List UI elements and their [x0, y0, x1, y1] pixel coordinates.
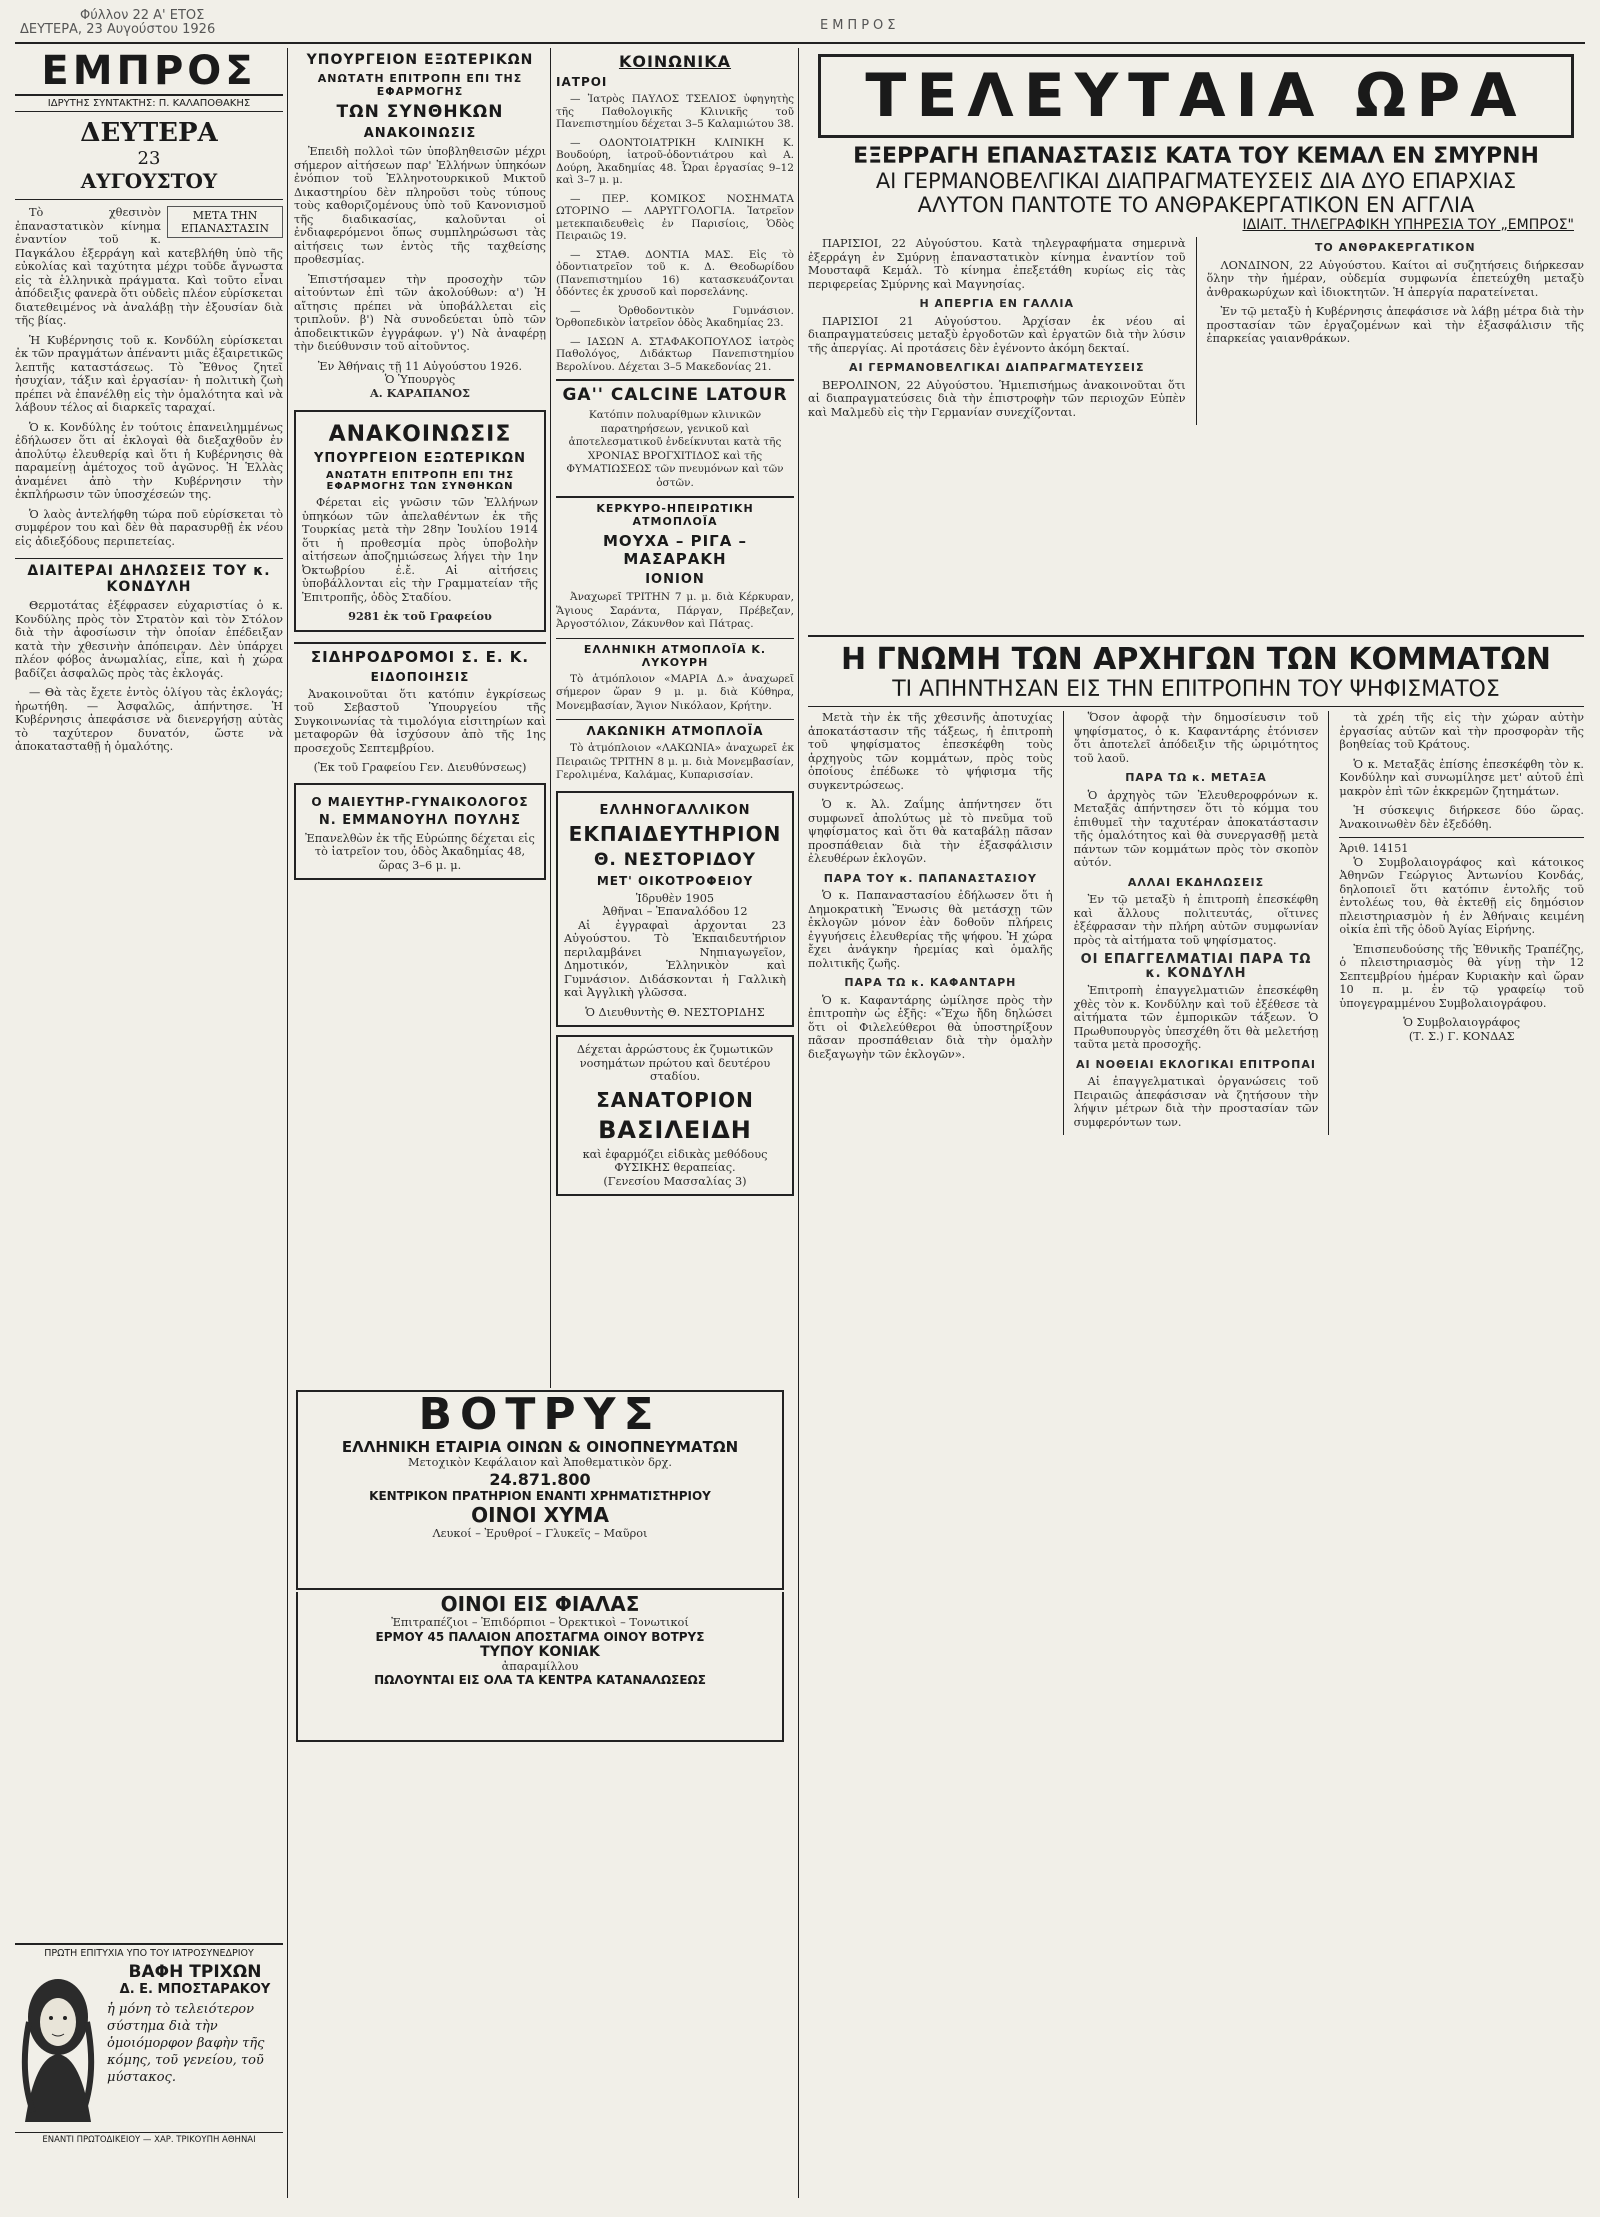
railway-heading: ΣΙΔΗΡΟΔΡΟΜΟΙ Σ. Ε. Κ. — [310, 647, 530, 666]
paragraph: Ὁ λαὸς ἀντελήφθη τώρα ποῦ εὑρίσκεται τὸ συμφέρον του καὶ δὲν θὰ παρασυρθῇ ἐκ νέου εἰς ἀδιεξόδους περιπετείας. — [15, 507, 283, 548]
papanastasiou-sub: ΠΑΡΑ ΤΟΥ κ. ΠΑΠΑΝΑΣΤΑΣΙΟΥ — [823, 871, 1037, 885]
railway-sub: ΕΙΔΟΠΟΙΗΣΙΣ — [370, 669, 470, 684]
botrys-capital: Μετοχικὸν Κεφάλαιον καὶ Ἀποθεματικὸν δρχ. — [408, 1456, 672, 1469]
botrys-anise: ἀπαραμίλλου — [501, 1659, 579, 1673]
paragraph: Ὁ κ. Μεταξᾶς ἐπίσης ἐπεσκέφθη τὸν κ. Κονδύλην καὶ συνωμίλησε μετ' αὐτοῦ ἐπὶ μακρὸν ἐπὶ τῶν ἐκκρεμῶν ζητημάτων. — [1339, 757, 1584, 798]
column-rule — [287, 48, 288, 2198]
woman-portrait-illustration — [15, 1962, 101, 2132]
botrys-title: ΒΟΤΡΥΣ — [418, 1389, 662, 1440]
column-rule — [1063, 711, 1064, 1135]
paragraph: Μετὰ τὴν ἐκ τῆς χθεσινῆς ἀποτυχίας ἀποκατάστασιν τῆς τάξεως, ἡ ἐπιτροπὴ τοῦ ψηφίσματος ἐπεσκέφθη τοὺς ἀρχηγοὺς τῶν κομμάτων, πρὸς τοὺς ὁποίους ἐπέδωκε τὸ ψήφισμα τῆς συγκεντρώσεως. — [808, 711, 1053, 792]
statements-body — [15, 599, 283, 754]
botrys-sub: ΕΛΛΗΝΙΚΗ ΕΤΑΙΡΙΑ ΟΙΝΩΝ & ΟΙΝΟΠΝΕΥΜΑΤΩΝ — [341, 1438, 739, 1456]
notary-title: Ὁ Συμβολαιογράφος — [1403, 1016, 1521, 1029]
opinion-section — [808, 642, 1584, 2202]
ministry-sub1: ΑΝΩΤΑΤΗ ΕΠΙΤΡΟΠΗ ΕΠΙ ΤΗΣ ΕΦΑΡΜΟΓΗΣ — [317, 72, 523, 98]
paragraph: ΛΟΝΔΙΝΟΝ, 22 Αὐγούστου. Καίτοι αἱ συζητήσεις διήρκεσαν ὅλην τὴν ἡμέραν, οὐδεμία συμφωνία ἐπετεύχθη μεταξὺ ἀνθρακωρύχων καὶ ἰδιοκτητῶν. Ἡ ἀπεργία παρατείνεται. — [1206, 258, 1584, 299]
paragraph: Ἀνακοινοῦται ὅτι κατόπιν ἐγκρίσεως τοῦ Σεβαστοῦ Ὑπουργείου τῆς Συγκοινωνίας τὰ τιμολόγια εἰσιτηρίων καὶ μεταφορῶν θὰ ἰσχύσουν ἀπὸ τῆς 1ης προσεχοῦς Σεπτεμβρίου. — [294, 687, 546, 755]
german-belgian-headline: ΑΙ ΓΕΡΜΑΝΟΒΕΛΓΙΚΑΙ ΔΙΑΠΡΑΓΜΑΤΕΥΣΕΙΣ ΔΙΑ ΔΥΟ ΕΠΑΡΧΙΑΣ — [875, 169, 1517, 193]
paragraph: Αἱ ἐγγραφαὶ ἀρχονται 23 Αὐγούστου. Τὸ Ἐκπαιδευτήριον περιλαμβάνει Νηπιαγωγεῖον, Δημοτικόν, Ἑλληνικὸν καὶ Γυμνάσιον. Διδάσκονται ἡ Γαλλικὴ καὶ Ἀγγλικὴ γλῶσσα. — [564, 918, 786, 999]
second-column — [294, 48, 546, 1388]
ad-product: ΒΑΦΗ ΤΡΙΧΩΝ — [128, 1962, 262, 1982]
paragraph: Ὁ κ. Ἀλ. Ζαΐμης ἀπήντησεν ὅτι συμφωνεῖ ἀπολύτως μὲ τὸ πνεῦμα τοῦ ψηφίσματος καὶ ὅτι θὰ καταβάλῃ πᾶσαν προσπάθειαν διὰ τὴν ἐξασφάλισιν ἐλευθέρων ἐκλογῶν. — [808, 798, 1053, 865]
paragraph: ΠΑΡΙΣΙΟΙ 21 Αὐγούστου. Ἀρχίσαν ἐκ νέου αἱ διαπραγματεύσεις μεταξὺ ἐργοδοτῶν καὶ ἐργατῶν διὰ τὴν λύσιν τῆς ἀπεργίας. Αἱ προτάσεις δὲν ἐγένοντο ἀκόμη δεκταί. — [808, 314, 1186, 355]
railway-sign: (Ἐκ τοῦ Γραφείου Γεν. Διευθύνσεως) — [313, 761, 527, 774]
signature-date: Ἐν Ἀθήναις τῇ 11 Αὐγούστου 1926. — [317, 359, 523, 373]
last-hour-kicker: ΤΕΛΕΥΤΑΙΑ ΩΡΑ — [865, 61, 1527, 131]
column-rule — [798, 48, 799, 2198]
school-sub: ΜΕΤ' ΟΙΚΟΤΡΟΦΕΙΟΥ — [596, 873, 754, 888]
column-rule — [550, 48, 551, 1388]
founder-line: ΙΔΡΥΤΗΣ ΣΥΝΤΑΚΤΗΣ: Π. ΚΑΛΑΠΟΘΑΚΗΣ — [15, 94, 283, 112]
strike-sub: Η ΑΠΕΡΓΙΑ ΕΝ ΓΑΛΛΙΑ — [919, 297, 1074, 310]
divider — [556, 638, 794, 639]
paragraph: Τὸ χθεσινὸν ἐπαναστατικὸν κίνημα ἐναντίον τοῦ κ. Παγκάλου ἐξερράγη καὶ κατεβλήθη ὑπὸ τῆς εὐκολίας καὶ ταχύτητα μέχρι τοῦδε ἄγνωστα εἰς τὰ ἑλληνικὰ πράγματα. Καὶ τοῦτο εἶναι ἀπόδειξις φανερὰ ὅτι οὐδεὶς πλέον εὑρίσκεται διατεθειμένος νὰ ἀναλάβῃ τὴν ἐξουσίαν διὰ τῆς βίας. — [15, 206, 283, 327]
ad-title: ΠΡΩΤΗ ΕΠΙΤΥΧΙΑ ΥΠΟ ΤΟΥ ΙΑΤΡΟΣΥΝΕΔΡΙΟΥ — [44, 1948, 254, 1959]
doc-body: Ἐπανελθὼν ἐκ τῆς Εὐρώπης δέχεται εἰς τὸ ἰατρεῖον του, ὁδὸς Ἀκαδημίας 48, ὥρας 3–6 μ. μ. — [305, 831, 535, 872]
divider — [1339, 837, 1584, 838]
paragraph: Ὁ ἀρχηγὸς τῶν Ἐλευθεροφρόνων κ. Μεταξᾶς ἀπήντησεν ὅτι τὸ κόμμα του ἐπιθυμεῖ τὴν ταχυτέραν ἀποκατάστασιν τῆς ὁμαλότητος καὶ θὰ συνεργασθῇ μετὰ πάντων τῶν κομμάτων πρὸς τὸν σκοπὸν αὐτόν. — [1073, 788, 1319, 869]
botrys-store: ΚΕΝΤΡΙΚΟΝ ΠΡΑΤΗΡΙΟΝ ΕΝΑΝΤΙ ΧΡΗΜΑΤΙΣΤΗΡΙΟΥ — [369, 1488, 711, 1503]
paragraph: — Θὰ τὰς ἔχετε ἐντὸς ὀλίγου τὰς ἐκλογάς; ἠρωτήθη. — Ἀσφαλῶς, ἀπήντησε. Ἡ Κυβέρνησις ἀπεφάσισε νὰ διενεργήσῃ αὐτὰς τὸ ταχύτερον δυνατόν, ὥστε νὰ ἀποκατασταθῇ ἡ ὁμαλότης. — [15, 686, 283, 753]
divider — [294, 642, 546, 644]
paragraph: — ΙΑΣΩΝ Α. ΣΤΑΦΑΚΟΠΟΥΛΟΣ ἰατρὸς Παθολόγος, Διδάκτωρ Πανεπιστημίου Βερολίνου. Δέχεται 3–5 Μακεδονίας 21. — [556, 335, 794, 373]
sanatorium-top: Δέχεται ἀρρώστους ἐκ ζυμωτικῶν νοσημάτων πρώτου καὶ δευτέρου σταδίου. — [576, 1043, 774, 1083]
announcement-heading: ΑΝΑΚΟΙΝΩΣΙΣ — [363, 126, 477, 141]
paragraph: Ἐν τῷ μεταξὺ ἡ Κυβέρνησις ἀπεφάσισε νὰ λάβῃ μέτρα διὰ τὴν προστασίαν τῶν ἐργαζομένων καὶ τὴν ἐξασφάλισιν τῆς ἐπαρκείας γαιανθράκων. — [1206, 305, 1584, 345]
school-address: Ἀθῆναι – Ἐπαναλόδου 12 — [602, 905, 748, 918]
opinion-headline: Η ΓΝΩΜΗ ΤΩΝ ΑΡΧΗΓΩΝ ΤΩΝ ΚΟΜΜΑΤΩΝ — [840, 642, 1552, 677]
paragraph: Ὁ κ. Κονδύλης ἐν τούτοις ἐπανειλημμένως ἐδήλωσεν ὅτι αἱ ἐκλογαὶ θὰ διεξαχθοῦν ἐν ἀπολύτῳ ἐλευθερίᾳ καὶ ὅτι ἡ Κυβέρνησις θὰ παραμείνῃ ἀμέτοχος τοῦ ἀγῶνος. Ἡ Ἑλλὰς ἀναμένει ἀπὸ τὴν Κυβέρνησιν τὴν ἐκπλήρωσιν τῶν ὑποσχέσεών της. — [15, 420, 283, 501]
masthead: ΕΜΠΡΟΣ — [41, 48, 257, 94]
paragraph: Ὅσον ἀφορᾷ τὴν δημοσίευσιν τοῦ ψηφίσματος, ὁ κ. Καφαντάρης ἐτόνισεν ὅτι ἀποτελεῖ ἀπόδειξιν τῆς ὡριμότητος τοῦ λαοῦ. — [1073, 711, 1319, 765]
box-heading: ΑΝΑΚΟΙΝΩΣΙΣ — [328, 422, 512, 447]
header-rule — [15, 42, 1585, 44]
divider — [808, 706, 1584, 707]
opinion-col-2 — [1074, 711, 1319, 1135]
botrys-ad — [296, 1390, 784, 1590]
box-footer: 9281 ἐκ τοῦ Γραφείου — [348, 609, 492, 623]
signature-title: Ὁ Ὑπουργὸς — [384, 373, 456, 386]
paragraph: — ΟΔΟΝΤΟΙΑΤΡΙΚΗ ΚΛΙΝΙΚΗ Κ. Βουδούρη, ἰατροῦ-ὀδοντιάτρου καὶ Α. Δούρη, Ἀκαδημίας 48. Ὧραι ἐργασίας 9–12 καὶ 3–7 μ. μ. — [556, 136, 794, 186]
paragraph: Ἐν τῷ μεταξὺ ἡ ἐπιτροπὴ ἐπεσκέφθη καὶ ἄλλους πολιτευτάς, οἵτινες ἐξέφρασαν τὴν πλήρη αὐτῶν συμφωνίαν πρὸς τὰ αἰτήματα τοῦ ψηφίσματος. — [1073, 893, 1319, 947]
opinion-subheadline: ΤΙ ΑΠΗΝΤΗΣΑΝ ΕΙΣ ΤΗΝ ΕΠΙΤΡΟΠΗΝ ΤΟΥ ΨΗΦΙΣΜΑΤΟΣ — [892, 677, 1500, 702]
metaxas-sub: ΠΑΡΑ ΤΩ κ. ΜΕΤΑΞΑ — [1125, 771, 1267, 784]
laconic-heading: ΛΑΚΩΝΙΚΗ ΑΤΜΟΠΛΟΪΑ — [586, 724, 764, 738]
issue-number: Φύλλον 22 Α' ΕΤΟΣ — [80, 8, 205, 23]
calcine-heading: GA'' CALCINE LATOUR — [562, 385, 788, 405]
shipping-heading: ΚΕΡΚΥΡΟ-ΗΠΕΙΡΩΤΙΚΗ ΑΤΜΟΠΛΟΪΑ — [596, 502, 754, 528]
paragraph: Ὁ κ. Παπαναστασίου ἐδήλωσεν ὅτι ἡ Δημοκρατικὴ Ἕνωσις θὰ μετάσχῃ τῶν ἐκλογῶν μόνον ἐὰν δοθοῦν πλήρεις ἐγγυήσεις ἐλευθερίας τῆς ψήφου. Ἡ χώρα ἔχει ἀνάγκην ἠρεμίας καὶ ὁμαλῆς πολιτικῆς ζωῆς. — [808, 889, 1053, 970]
divider — [15, 558, 283, 559]
paragraph: Ἐπιτροπὴ ἐπαγγελματιῶν ἐπεσκέφθη χθὲς τὸν κ. Κονδύλην καὶ τοῦ ἐξέθεσε τὰ αἰτήματα τῶν ἐμπορικῶν τάξεων. Ὁ Πρωθυπουργὸς ὑπεσχέθη ὅτι θὰ μελετήσῃ ταῦτα μετὰ προσοχῆς. — [1073, 984, 1319, 1051]
paragraph: Ἐπειδὴ πολλοὶ τῶν ὑποβληθεισῶν μέχρι σήμερον αἰτήσεων παρ' Ἑλλήνων ὑπηκόων ἐνόπιον τοῦ Ἑλληνοτουρκικοῦ Μικτοῦ Δικαστηρίου δὲν πληροῦσι τοὺς τύπους τοὺς καθοριζομένους ὑπὸ τοῦ Κανονισμοῦ τῆς διαδικασίας, καλοῦνται οἱ ἐνδιαφερόμενοι ὅπως συμπληρώσωσι τὰς αἰτήσεις των ἐντὸς τῆς ταχθείσης προθεσμίας. — [294, 145, 546, 266]
opinion-col-3 — [1339, 711, 1584, 1135]
section-rule — [808, 635, 1584, 637]
school-ad — [556, 791, 794, 1028]
paragraph: — ΠΕΡ. ΚΟΜΙΚΟΣ ΝΟΣΗΜΑΤΑ ΩΤΟΡΙΝΟ — ΛΑΡΥΓΓΟΛΟΓΙΑ. Ἰατρεῖον μετεκπαιδευθεὶς ἐν Παρισίοις, Ὁδὸς Πειραιῶς 19. — [556, 192, 794, 242]
negotiation-sub: ΑΙ ΓΕΡΜΑΝΟΒΕΛΓΙΚΑΙ ΔΙΑΠΡΑΓΜΑΤΕΥΣΕΙΣ — [849, 361, 1145, 374]
paragraph: ΠΑΡΙΣΙΟΙ, 22 Αὐγούστου. Κατὰ τηλεγραφήματα σημερινὰ ἐξερράγη ἐν Σμύρνῃ ἐπαναστατικὸν κίνημα ἐναντίον τοῦ Μουσταφᾶ Κεμάλ. Τὸ κίνημα ἐπεξετάθη κυρίως εἰς τὰς περιφερείας Σμύρνης καὶ Μαγνησίας. — [808, 237, 1186, 291]
last-hour-box — [818, 54, 1574, 138]
month-name: ΑΥΓΟΥΣΤΟΥ — [80, 169, 218, 193]
divider — [556, 719, 794, 720]
school-sign: Ὁ Διευθυντὴς Θ. ΝΕΣΤΟΡΙΔΗΣ — [585, 1005, 765, 1019]
paragraph: ΒΕΡΟΛΙΝΟΝ, 22 Αὐγούστου. Ἡμιεπισήμως ἀνακοινοῦται ὅτι αἱ διαπραγματεύσεις διὰ τὴν ἐπιστροφὴν τῶν περιοχῶν Εὐπὲν καὶ Μαλμεδὺ εἰς τὴν Γερμανίαν συνεχίζονται. — [808, 378, 1186, 419]
ad-footer: ΕΝΑΝΤΙ ΠΡΩΤΟΔΙΚΕΙΟΥ — ΧΑΡ. ΤΡΙΚΟΥΠΗ ΑΘΗΝΑΙ — [15, 2132, 283, 2145]
divider — [556, 379, 794, 381]
ministry-sub2: ΤΩΝ ΣΥΝΘΗΚΩΝ — [336, 102, 504, 122]
column-rule — [1196, 237, 1197, 425]
paragraph: — ΣΤΑΘ. ΔΟΝΤΙΑ ΜΑΣ. Εἰς τὸ ὀδοντιατρεῖον τοῦ κ. Δ. Θεοδωρίδου (Πανεπιστημίου 16) κατασκευάζονται ὀδόντες ἐκ χρυσοῦ καὶ πορσελάνης. — [556, 248, 794, 298]
divider — [556, 496, 794, 498]
coal-headline: ΑΛΥΤΟΝ ΠΑΝΤΟΤΕ ΤΟ ΑΝΘΡΑΚΕΡΓΑΤΙΚΟΝ ΕΝ ΑΓΓΛΙΑ — [917, 193, 1475, 217]
doc-name: Ν. ΕΜΜΑΝΟΥΗΛ ΠΟΥΛΗΣ — [318, 812, 522, 828]
doc-heading: Ο ΜΑΙΕΥΤΗΡ-ΓΥΝΑΙΚΟΛΟΓΟΣ — [311, 794, 529, 809]
header-paper-name: ΕΜΠΡΟΣ — [820, 18, 900, 33]
professionals-sub: ΟΙ ΕΠΑΓΓΕΛΜΑΤΙΑΙ ΠΑΡΑ ΤΩ κ. ΚΟΝΔΥΛΗ — [1080, 952, 1312, 981]
botrys-colors: Λευκοί – Ἐρυθροί – Γλυκεῖς – Μαῦροι — [432, 1526, 648, 1540]
paragraph: Ἐπιστήσαμεν τὴν προσοχὴν τῶν αἰτούντων ἐπὶ τῶν ἀκολούθων: α') Ἡ αἴτησις πρέπει νὰ ὑποβάλλεται εἰς τριπλοῦν. β') Νὰ συνοδεύεται ὑπὸ τῶν ἀποδεικτικῶν ἐγγράφων. γ') Νὰ ἀναφέρῃ τὴν διεύθυνσιν τοῦ αἰτοῦντος. — [294, 272, 546, 353]
box-sub1: ΥΠΟΥΡΓΕΙΟΝ ΕΞΩΤΕΡΙΚΩΝ — [313, 451, 526, 466]
notary-name: (Τ. Σ.) Γ. ΚΟΝΔΑΣ — [1408, 1029, 1515, 1043]
paragraph: Φέρεται εἰς γνῶσιν τῶν Ἑλλήνων ὑπηκόων τῶν ἀπελαθέντων ἐκ τῆς Τουρκίας μετὰ τὴν 28ην Ἰουλίου 1914 ὅτι ἡ προθεσμία πρὸς ὑποβολὴν αἰτήσεων ἀποζημιώσεως λήγει τὴν 1ην Ὀκτωβρίου ἐ.ἔ. Αἱ αἰτήσεις ὑποβάλλονται εἰς τὴν Γραμματείαν τῆς Ἐπιτροπῆς, ὁδὸς Σταδίου. — [302, 496, 538, 604]
botrys-capital-value: 24.871.800 — [489, 1469, 591, 1489]
botrys-wines: ΟΙΝΟΙ ΧΥΜΑ — [471, 1502, 609, 1527]
paragraph: Αἱ ἐπαγγελματικαὶ ὀργανώσεις τοῦ Πειραιῶς ἀπεφάσισαν νὰ ζητήσουν τὴν λήψιν μέτρων διὰ τὴν προστασίαν τῶν συμφερόντων των. — [1073, 1075, 1319, 1129]
paragraph: — Ὀρθοδοντικὸν Γυμνάσιον. Ὀρθοπεδικὸν ἰατρεῖον ὁδὸς Ἀκαδημίας 23. — [556, 304, 794, 329]
third-column — [556, 48, 794, 2198]
paragraph: Ἡ σύσκεψις διήρκεσε δύο ὥρας. Ἀνακοινωθὲν δὲν ἐξεδόθη. — [1339, 804, 1584, 831]
school-title: ΕΚΠΑΙΔΕΥΤΗΡΙΟΝ — [568, 821, 782, 846]
paragraph: — Ἰατρὸς ΠΑΥΛΟΣ ΤΣΕΛΙΟΣ ὑφηγητὴς τῆς Παθολογικῆς Κλινικῆς τοῦ Πανεπιστημίου δέχεται 3–5 Καλαμιώτου 38. — [556, 93, 794, 130]
paragraph: Ἡ Κυβέρνησις τοῦ κ. Κονδύλη εὑρίσκεται ἐκ τῶν πραγμάτων ἀπέναντι μιᾶς ἐξαιρετικῶς λεπτῆς καταστάσεως. Τὸ Ἔθνος ζητεῖ ἡσυχίαν, τάξιν καὶ ἐργασίαν· ἡ πολιτικὴ ζωὴ πρέπει νὰ ἐπανέλθῃ εἰς τὴν ὁμαλότητα καὶ νὰ λάβουν τέλος αἱ διαρκεῖς ταραχαί. — [15, 333, 283, 414]
statements-heading: ΔΙΑΙΤΕΡΑΙ ΔΗΛΩΣΕΙΣ ΤΟΥ κ. ΚΟΝΔΥΛΗ — [27, 563, 271, 595]
school-name: Θ. ΝΕΣΤΟΡΙΔΟΥ — [593, 849, 757, 870]
sanatorium-head: ΣΑΝΑΤΟΡΙΟΝ — [596, 1087, 754, 1112]
hair-dye-ad — [15, 1943, 283, 2200]
sanatorium-foot: (Γενεσίου Μασσαλίας 3) — [603, 1174, 747, 1188]
smyrna-headline: ΕΞΕΡΡΑΓΗ ΕΠΑΝΑΣΤΑΣΙΣ ΚΑΤΑ ΤΟΥ ΚΕΜΑΛ ΕΝ ΣΜΥΡΝΗ — [853, 144, 1539, 169]
school-year: Ἱδρυθὲν 1905 — [635, 891, 715, 905]
paragraph: τὰ χρέη τῆς εἰς τὴν χώραν αὐτὴν ἐργασίας αὐτῶν καὶ τὴν προσφορὰν τῆς βοηθείας τοῦ Κράτους. — [1339, 711, 1584, 751]
social-heading: ΚΟΙΝΩΝΙΚΑ — [618, 52, 732, 71]
botrys-sold: ΠΩΛΟΥΝΤΑΙ ΕΙΣ ΟΛΑ ΤΑ ΚΕΝΤΡΑ ΚΑΤΑΝΑΛΩΣΕΩΣ — [374, 1673, 706, 1687]
botrys-types: Ἐπιτραπέζιοι – Ἐπιδόρπιοι – Ὀρεκτικοὶ – Τονωτικοί — [391, 1616, 689, 1629]
issue-date: ΔΕΥΤΕΡΑ, 23 Αυγούστου 1926 — [20, 22, 216, 37]
opinion-col-1 — [808, 711, 1053, 1135]
editorial-body — [15, 206, 283, 548]
other-statements-sub: ΑΛΛΑΙ ΕΚΔΗΛΩΣΕΙΣ — [1127, 875, 1265, 889]
day-name: ΔΕΥΤΕΡΑ — [80, 118, 218, 148]
telegraph-service: ΙΔΙΑΙΤ. ΤΗΛΕΓΡΑΦΙΚΗ ΥΠΗΡΕΣΙΑ ΤΟΥ „ΕΜΠΡΟΣ" — [1242, 217, 1574, 233]
botrys-address: ΕΡΜΟΥ 45 ΠΑΛΑΙΟΝ ΑΠΟΣΤΑΓΜΑ ΟΙΝΟΥ ΒΟΤΡΥΣ — [375, 1629, 705, 1644]
paragraph: Τὸ ἀτμόπλοιον «ΛΑΚΩΝΙΑ» ἀναχωρεῖ ἐκ Πειραιῶς ΤΡΙΤΗΝ 8 μ. μ. διὰ Μονεμβασίαν, Γερολιμένα, Καλάμας, Κυπαρισσίαν. — [556, 742, 794, 781]
paragraph: Ἐπισπευδούσης τῆς Ἐθνικῆς Τραπέζης, ὁ πλειστηριασμὸς θὰ γίνῃ τὴν 12 Σεπτεμβρίου ἡμέραν Κυριακὴν καὶ ὥραν 10 π. μ. ἐν τῷ γραφείῳ τοῦ ὑπογεγραμμένου Συμβολαιογράφου. — [1339, 942, 1584, 1010]
paragraph: Τὸ ἀτμόπλοιον «ΜΑΡΙΑ Δ.» ἀναχωρεῖ σήμερον ὥραν 9 μ. μ. διὰ Κύθηρα, Μονεμβασίαν, Ἄγιον Νικόλαον, Κρήτην. — [556, 672, 794, 712]
botrys-bottles: ΟΙΝΟΙ ΕΙΣ ΦΙΑΛΑΣ — [440, 1592, 640, 1616]
column-rule — [1328, 711, 1329, 1135]
paragraph: Θερμοτάτας ἐξέφρασεν εὐχαριστίας ὁ κ. Κονδύλης πρὸς τὸν Στρατὸν καὶ τὸν Στόλον διὰ τὴν ἀφοσίωσιν τὴν ὁποίαν ἐπέδειξαν κατὰ τὴν χθεσινὴν ἀπόπειραν. Δὲν ὑπάρχει πλέον φόβος ἀνωμαλίας, εἶπε, καὶ ἡ χώρα βαδίζει ἀσφαλῶς πρὸς τὰς ἐκλογάς. — [15, 599, 283, 680]
announcement-box — [294, 410, 546, 632]
ad-text: ἡ μόνη τὸ τελειότερον σύστημα διὰ τὴν ὁμοιόμορφον βαφὴν τῆς κόμης, τοῦ γενείου, τοῦ μύστακος. — [107, 2002, 265, 2085]
ad-maker: Δ. Ε. ΜΠΟΣΤΑΡΑΚΟΥ — [119, 1982, 271, 1997]
notice-number: Ἀριθ. 14151 — [1339, 842, 1409, 855]
committees-sub: ΑΙ ΝΟΘΕΙΑΙ ΕΚΛΟΓΙΚΑΙ ΕΠΙΤΡΟΠΑΙ — [1076, 1057, 1316, 1071]
paragraph: Ὁ κ. Καφαντάρης ὡμίλησε πρὸς τὴν ἐπιτροπὴν ὡς ἑξῆς: «Ἔχω ἤδη δηλώσει ὅτι οἱ Φιλελεύθεροι θὰ ὑποστηρίξουν πᾶσαν προσπάθειαν διὰ τὴν ὁμαλὴν διεξαγωγὴν τῶν ἐκλογῶν». — [808, 993, 1053, 1061]
left-column — [15, 48, 283, 2208]
paragraph: Ὁ Συμβολαιογράφος καὶ κάτοικος Ἀθηνῶν Γεώργιος Ἀντωνίου Κονδάς, δηλοποιεῖ ὅτι κατόπιν ἐντολῆς τοῦ ἐντολέως του, θὰ ἐκτεθῇ εἰς δημόσιον πλειστηριασμὸν ἡ ἐν Ἀθήναις κειμένη οἰκία ἐπὶ τῆς ὁδοῦ Ἀγίας Εἰρήνης. — [1339, 855, 1584, 936]
coal-sub: ΤΟ ΑΝΘΡΑΚΕΡΓΑΤΙΚΟΝ — [1314, 241, 1476, 254]
calcine-body: Κατόπιν πολυαρίθμων κλινικῶν παρατηρήσεων, γενικοῦ καὶ ἀποτελεσματικοῦ ἐνδείκνυται κατὰ τῆς ΧΡΟΝΙΑΣ ΒΡΟΓΧΙΤΙΔΟΣ καὶ τῆς ΦΥΜΑΤΙΩΣΕΩΣ τῶν πνευμόνων καὶ τῶν ὀστῶν. — [566, 409, 784, 489]
side-label: ΜΕΤΑ ΤΗΝ ΕΠΑΝΑΣΤΑΣΙΝ — [167, 206, 283, 238]
kafantaris-sub: ΠΑΡΑ ΤΩ κ. ΚΑΦΑΝΤΑΡΗ — [844, 976, 1017, 989]
signature-name: Α. ΚΑΡΑΠΑΝΟΣ — [369, 385, 471, 400]
school-head: ΕΛΛΗΝΟΓΑΛΛΙΚΟΝ — [599, 802, 751, 818]
divider — [15, 199, 283, 200]
shipping-vessel: ΙΟΝΙΟΝ — [645, 572, 705, 587]
botrys-ad-lower — [296, 1592, 784, 1742]
lykouri-heading: ΕΛΛΗΝΙΚΗ ΑΤΜΟΠΛΟΪΑ Κ. ΛΥΚΟΥΡΗ — [583, 642, 767, 669]
box-sub2: ΑΝΩΤΑΤΗ ΕΠΙΤΡΟΠΗ ΕΠΙ ΤΗΣ ΕΦΑΡΜΟΓΗΣ ΤΩΝ ΣΥΝΘΗΚΩΝ — [325, 470, 515, 492]
paragraph: Ἀναχωρεῖ ΤΡΙΤΗΝ 7 μ. μ. διὰ Κέρκυραν, Ἅγιους Σαράντα, Πάργαν, Πρέβεζαν, Ἀργοστόλιον, Ζάκυνθον καὶ Πάτρας. — [556, 591, 794, 630]
doctors-sub: ΙΑΤΡΟΙ — [556, 75, 608, 89]
sanatorium-body: καὶ ἐφαρμόζει εἰδικὰς μεθόδους ΦΥΣΙΚΗΣ θεραπείας. — [582, 1147, 768, 1174]
date-number: 23 — [137, 148, 161, 169]
obstetrician-ad — [294, 783, 546, 881]
shipping-names: ΜΟΥΧΑ – ΡΙΓΑ – ΜΑΣΑΡΑΚΗ — [602, 532, 748, 568]
botrys-cognac: ΤΥΠΟΥ ΚΟΝΙΑΚ — [480, 1643, 600, 1660]
sanatorium-name: ΒΑΣΙΛΕΙΔΗ — [598, 1115, 752, 1144]
sanatorium-ad — [556, 1035, 794, 1196]
ministry-heading: ΥΠΟΥΡΓΕΙΟΝ ΕΞΩΤΕΡΙΚΩΝ — [306, 52, 534, 68]
